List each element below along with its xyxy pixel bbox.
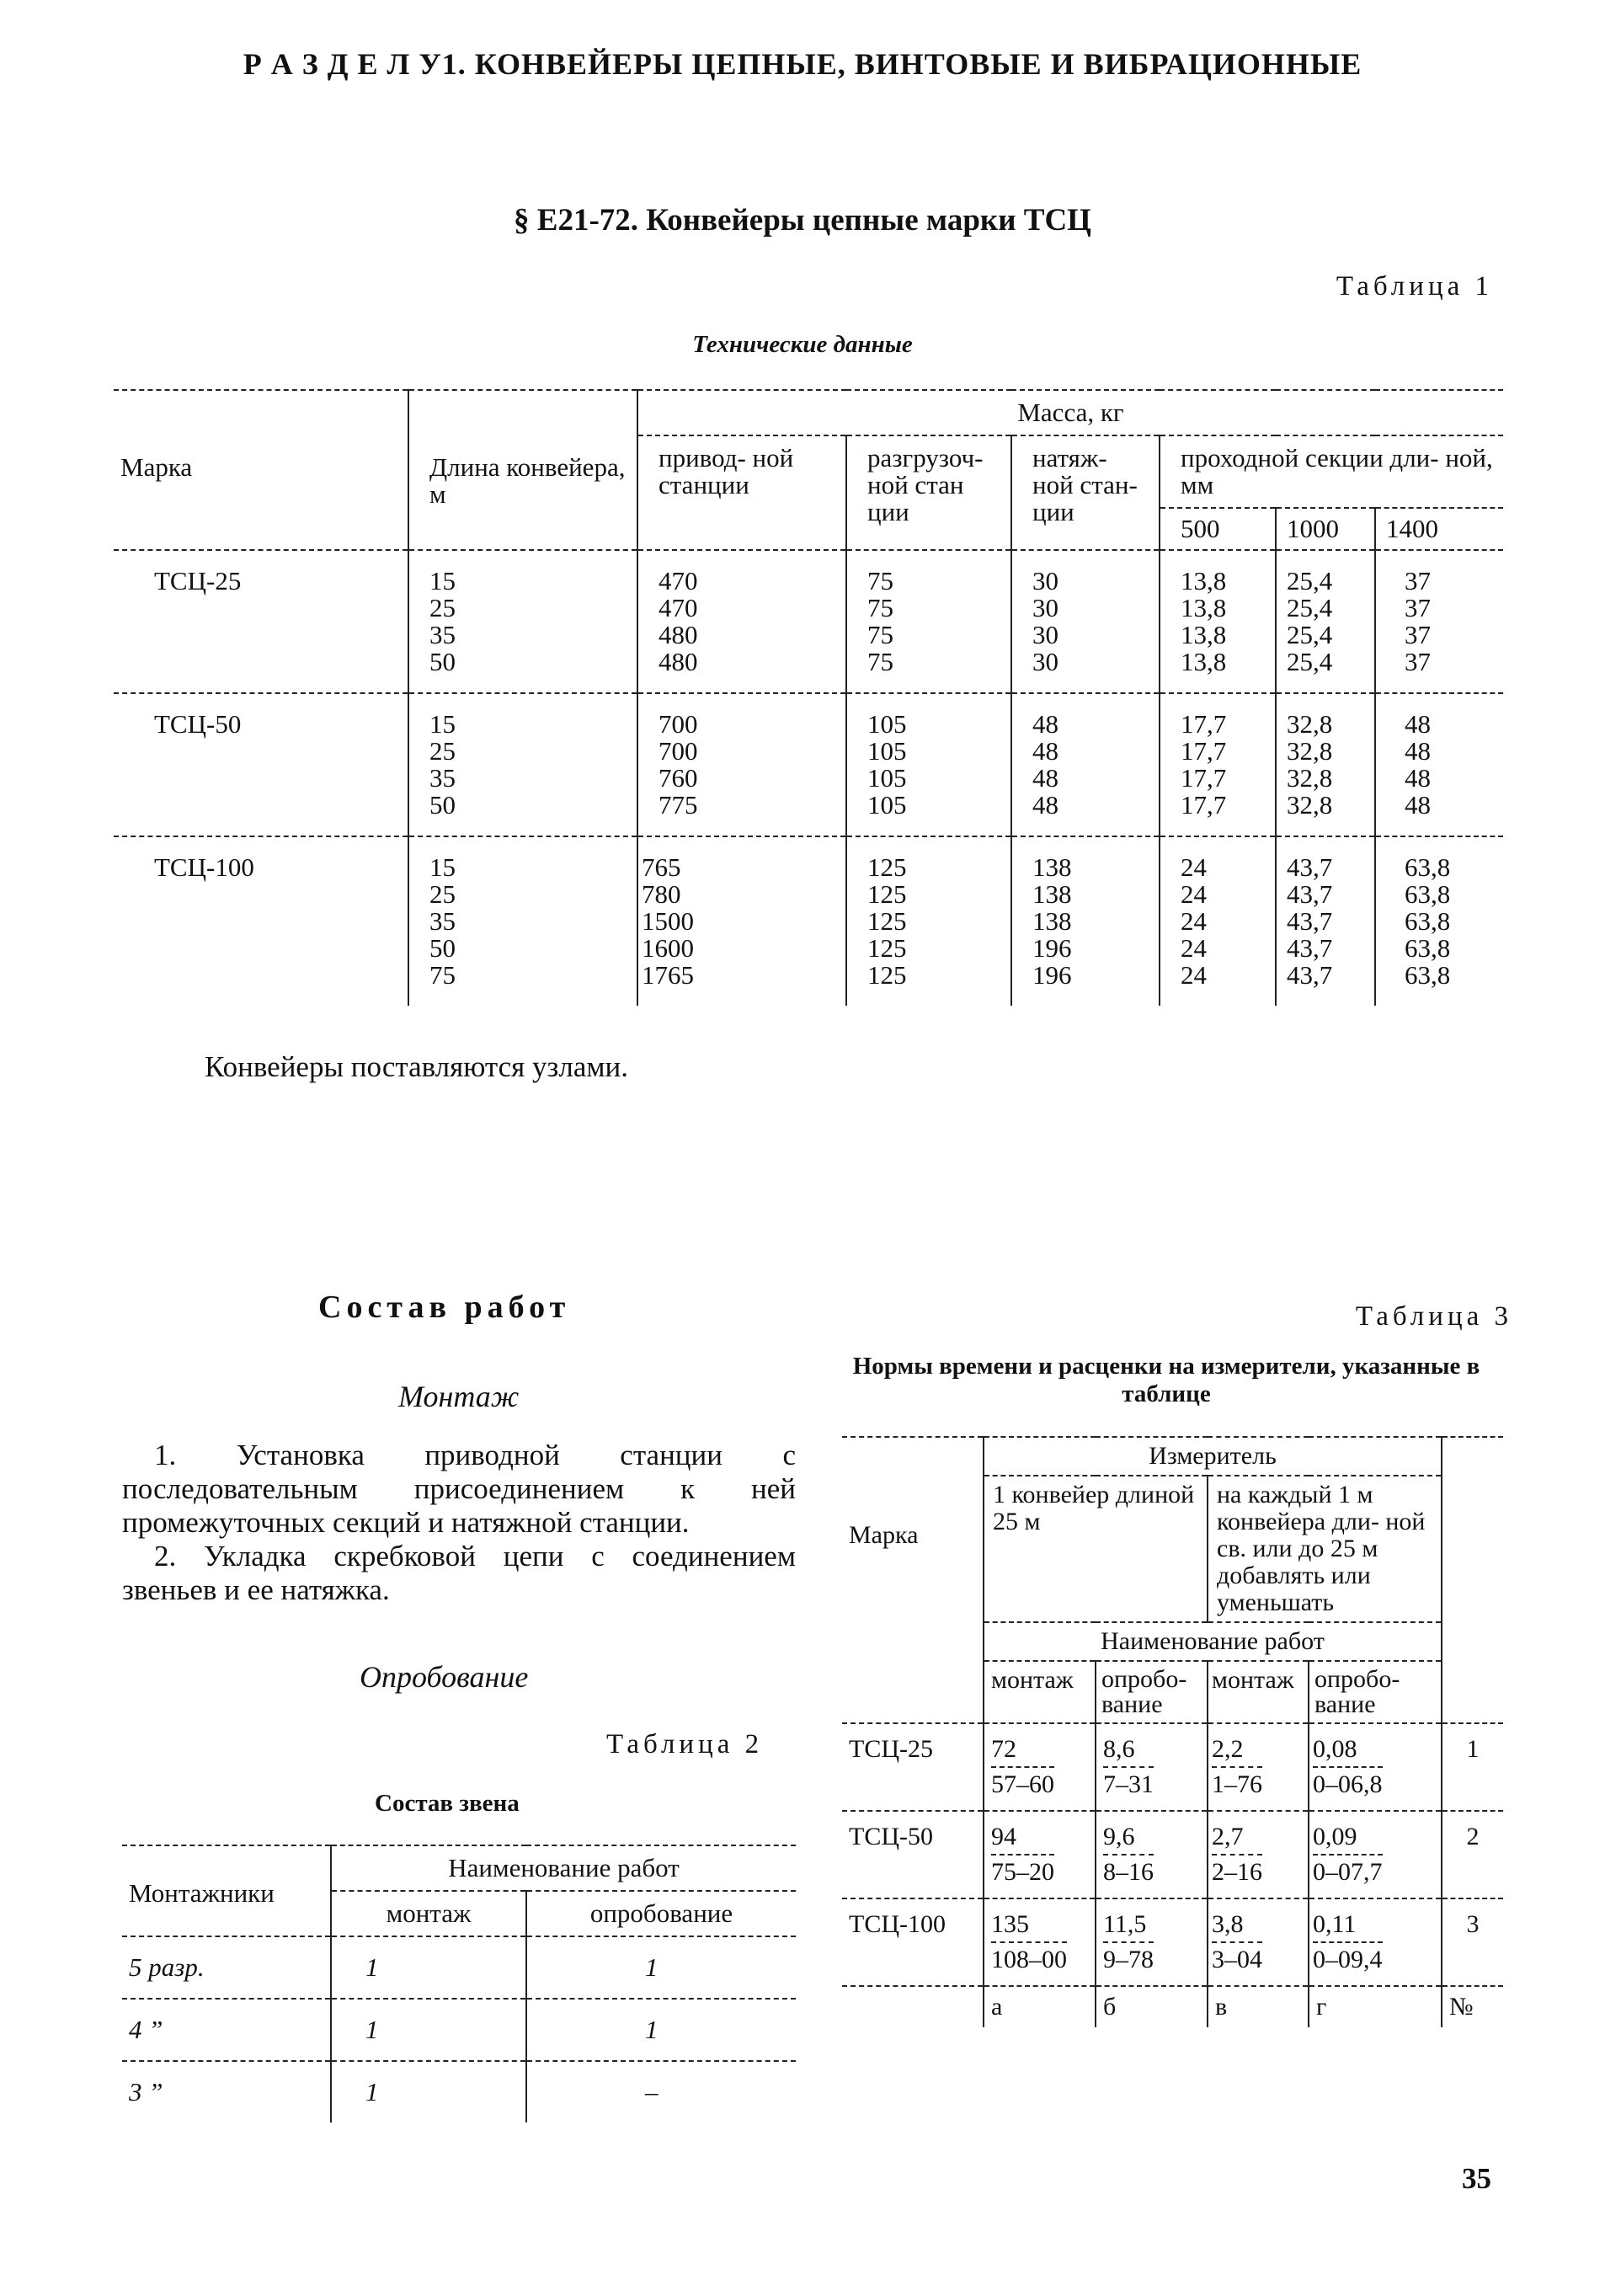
grade-cell: 3 ”	[129, 2077, 163, 2106]
table3-caption: Нормы времени и расценки на измерители, указанные в таблице	[852, 1353, 1480, 1407]
header-testing-b: опробо- вание	[1096, 1661, 1208, 1723]
rate-value: 0–07,7	[1313, 1854, 1383, 1886]
rate-value: 3–04	[1212, 1941, 1262, 1973]
time-norms-table	[842, 1436, 1503, 2027]
norm-row	[842, 1811, 1503, 1898]
cell-c	[1208, 1898, 1309, 1986]
norm-value: 11,5	[1103, 1910, 1147, 1938]
rate-value: 1–76	[1212, 1766, 1262, 1798]
brand-cell: ТСЦ-25	[114, 550, 408, 693]
s500-cell: 24 24 24 24 24	[1160, 836, 1276, 1006]
crew-composition-table	[122, 1845, 796, 2122]
cell-a	[984, 1723, 1096, 1811]
works-description	[122, 1439, 796, 1607]
tension-cell: 48 48 48 48	[1011, 693, 1160, 836]
cell-c	[1208, 1811, 1309, 1898]
header-each-meter: на каждый 1 м конвейера дли- ной св. или до 25 м добавлять или уменьшать	[1208, 1476, 1442, 1622]
header-montage-a: монтаж	[984, 1661, 1096, 1723]
rate-value: 108–00	[991, 1941, 1067, 1973]
s1400-cell: 63,8 63,8 63,8 63,8 63,8	[1375, 836, 1503, 1006]
drive-cell: 700 700 760 775	[637, 693, 846, 836]
rate-value: 8–16	[1103, 1854, 1154, 1886]
header-passage: проходной секции дли- ной, мм	[1160, 435, 1503, 508]
section-title: Р А З Д Е Л У1. КОНВЕЙЕРЫ ЦЕПНЫЕ, ВИНТОВЫЕ И ВИБРАЦИОННЫЕ	[243, 47, 1362, 81]
unload-cell: 75 75 75 75	[846, 550, 1011, 693]
s1000-cell: 43,7 43,7 43,7 43,7 43,7	[1276, 836, 1375, 1006]
footer-d: г	[1309, 1986, 1442, 2027]
s500-cell: 17,7 17,7 17,7 17,7	[1160, 693, 1276, 836]
montage-count: 1	[331, 2061, 526, 2122]
crew-row	[122, 1936, 796, 1999]
column-letter-row	[842, 1986, 1503, 2027]
rate-value: 0–09,4	[1313, 1941, 1383, 1973]
header-no-blank	[1442, 1661, 1503, 1723]
table1-caption: Технические данные	[692, 331, 913, 358]
norm-row	[842, 1723, 1503, 1811]
norm-value: 72	[991, 1735, 1016, 1763]
norm-value: 94	[991, 1823, 1016, 1850]
row-number: 1	[1442, 1723, 1503, 1811]
drive-cell: 765 780 1500 1600 1765	[637, 836, 846, 1006]
group-tsc25	[114, 550, 1503, 693]
testing-count: 1	[526, 1936, 796, 1999]
header-works: Наименование работ	[984, 1622, 1442, 1661]
header-brand: Марка	[842, 1437, 984, 1661]
rate-value: 2–16	[1212, 1854, 1262, 1886]
delivery-note: Конвейеры поставляются узлами.	[205, 1050, 628, 1083]
tension-cell: 30 30 30 30	[1011, 550, 1160, 693]
cell-a	[984, 1811, 1096, 1898]
norm-value: 2,7	[1212, 1823, 1244, 1850]
header-1400: 1400	[1375, 508, 1503, 550]
rate-value: 75–20	[991, 1854, 1054, 1886]
grade-cell: 5 разр.	[122, 1936, 331, 1999]
table2-label: Таблица 2	[606, 1729, 764, 1759]
rate-value: 0–06,8	[1313, 1766, 1383, 1798]
norm-value: 135	[991, 1910, 1029, 1938]
header-montage: монтаж	[331, 1891, 526, 1936]
cell-b	[1096, 1898, 1208, 1986]
rate-value: 7–31	[1103, 1766, 1154, 1798]
work-item-1: 1. Установка приводной станции с последовательным присоединением к ней промежуточных секций и натяжной станции.	[122, 1439, 796, 1539]
testing-count: 1	[526, 1999, 796, 2061]
cell-a	[984, 1898, 1096, 1986]
header-meter: Измеритель	[984, 1437, 1442, 1476]
header-workers: Монтажники	[122, 1845, 331, 1936]
norm-value: 0,08	[1313, 1735, 1357, 1763]
s1400-cell: 37 37 37 37	[1375, 550, 1503, 693]
group-tsc50	[114, 693, 1503, 836]
header-brand: Марка	[114, 390, 408, 550]
cell-b	[1096, 1811, 1208, 1898]
grade-cell: 4 ”	[122, 1999, 331, 2061]
header-testing: опробование	[526, 1891, 796, 1936]
tension-cell: 138 138 138 196 196	[1011, 836, 1160, 1006]
header-1000: 1000	[1276, 508, 1375, 550]
header-no-blank	[1442, 1437, 1503, 1661]
length-cell: 15 25 35 50	[408, 550, 637, 693]
norm-row	[842, 1898, 1503, 1986]
drive-cell: 470 470 480 480	[637, 550, 846, 693]
header-montage-c: монтаж	[1208, 1661, 1309, 1723]
unload-cell: 105 105 105 105	[846, 693, 1011, 836]
montage-count: 1	[331, 1999, 526, 2061]
s1000-cell: 32,8 32,8 32,8 32,8	[1276, 693, 1375, 836]
testing-count: –	[526, 2061, 796, 2122]
norm-value: 3,8	[1212, 1910, 1244, 1938]
brand-cell: ТСЦ-25	[842, 1723, 984, 1811]
footer-a: а	[984, 1986, 1096, 2027]
brand-cell: ТСЦ-50	[842, 1811, 984, 1898]
work-item-2: 2. Укладка скребковой цепи с соединением звеньев и ее натяжка.	[122, 1540, 796, 1606]
brand-cell: ТСЦ-50	[114, 693, 408, 836]
row-number: 3	[1442, 1898, 1503, 1986]
header-unload: разгрузоч- ной стан ции	[846, 435, 1011, 550]
cell-b	[1096, 1723, 1208, 1811]
header-works: Наименование работ	[331, 1845, 796, 1891]
header-500: 500	[1160, 508, 1276, 550]
group-tsc100	[114, 836, 1503, 1006]
norm-value: 0,11	[1313, 1910, 1357, 1938]
header-mass: Масса, кг	[637, 390, 1503, 435]
length-cell: 15 25 35 50	[408, 693, 637, 836]
header-one-conveyor: 1 конвейер длиной 25 м	[984, 1476, 1208, 1622]
header-drive: привод- ной станции	[637, 435, 846, 550]
works-title: Состав работ	[318, 1289, 571, 1325]
cell-d	[1309, 1723, 1442, 1811]
montage-count: 1	[331, 1936, 526, 1999]
technical-data-table	[114, 389, 1503, 1006]
footer-c: в	[1208, 1986, 1309, 2027]
s500-cell: 13,8 13,8 13,8 13,8	[1160, 550, 1276, 693]
paragraph-title: § Е21-72. Конвейеры цепные марки ТСЦ	[514, 203, 1091, 238]
header-tension: натяж- ной стан- ции	[1011, 435, 1160, 550]
s1400-cell: 48 48 48 48	[1375, 693, 1503, 836]
table1-label: Таблица 1	[1336, 271, 1493, 302]
cell-d	[1309, 1898, 1442, 1986]
header-testing-d: опробо- вание	[1309, 1661, 1442, 1723]
brand-cell: ТСЦ-100	[154, 852, 254, 882]
footer-no: №	[1442, 1986, 1503, 2027]
length-cell: 15 25 35 50 75	[408, 836, 637, 1006]
footer-b: б	[1096, 1986, 1208, 2027]
norm-value: 2,2	[1212, 1735, 1244, 1763]
page-number: 35	[1462, 2162, 1491, 2195]
norm-value: 0,09	[1313, 1823, 1357, 1850]
table2-caption: Состав звена	[375, 1790, 520, 1817]
norm-value: 9,6	[1103, 1823, 1135, 1850]
header-brand-blank	[842, 1661, 984, 1723]
testing-heading: Опробование	[360, 1660, 529, 1694]
footer-blank	[842, 1986, 984, 2027]
crew-row	[122, 2061, 796, 2122]
cell-d	[1309, 1811, 1442, 1898]
brand-cell: ТСЦ-100	[842, 1898, 984, 1986]
rate-value: 57–60	[991, 1766, 1054, 1798]
rate-value: 9–78	[1103, 1941, 1154, 1973]
montage-heading: Монтаж	[398, 1380, 520, 1413]
crew-row	[122, 1999, 796, 2061]
table3-label: Таблица 3	[1355, 1301, 1512, 1332]
norm-value: 8,6	[1103, 1735, 1135, 1763]
s1000-cell: 25,4 25,4 25,4 25,4	[1276, 550, 1375, 693]
cell-c	[1208, 1723, 1309, 1811]
header-length: Длина конвейера, м	[408, 390, 637, 550]
unload-cell: 125 125 125 125 125	[846, 836, 1011, 1006]
row-number: 2	[1442, 1811, 1503, 1898]
